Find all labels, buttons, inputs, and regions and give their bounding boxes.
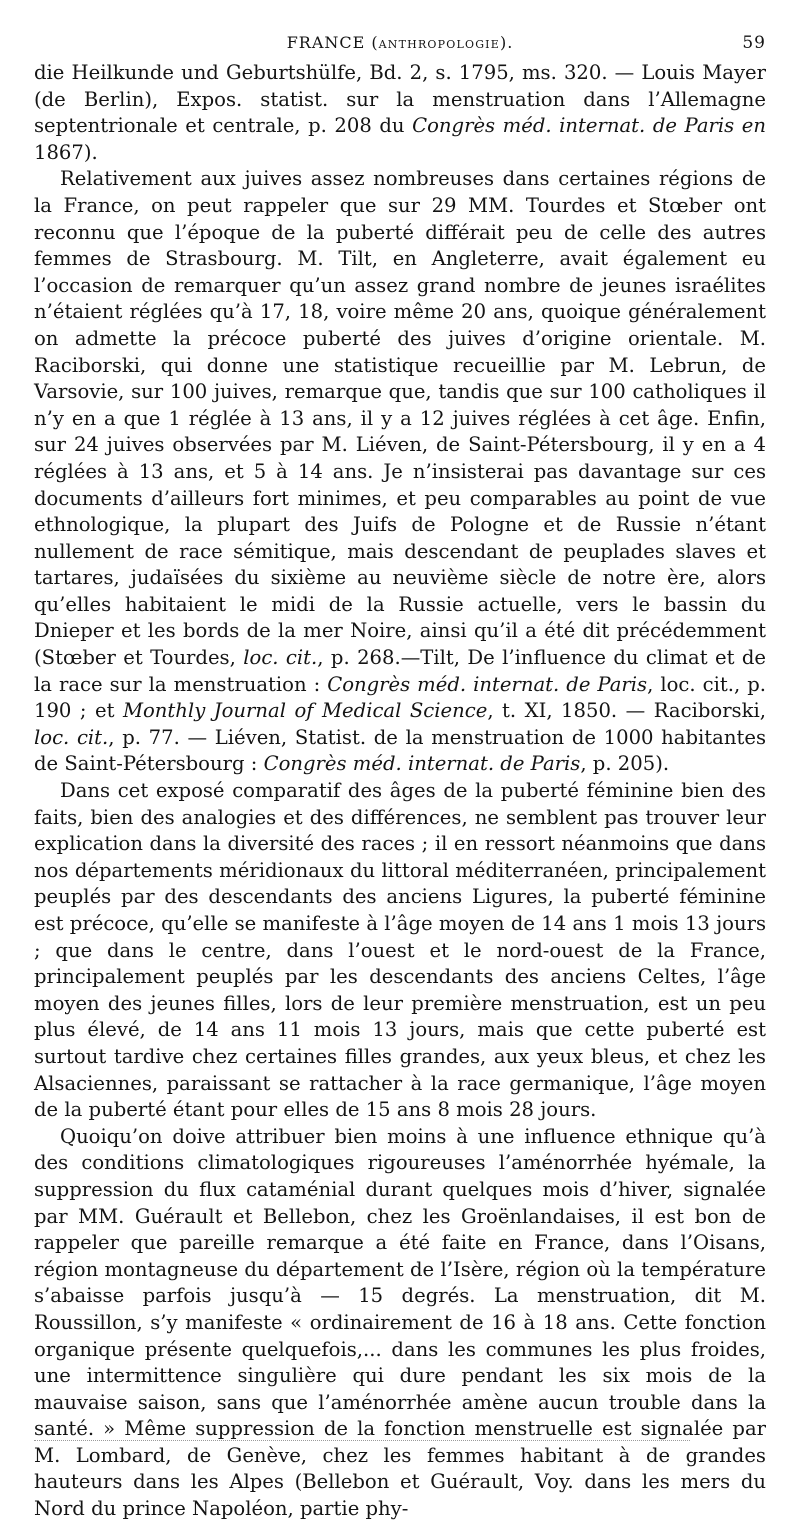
page-number: 59	[742, 33, 766, 53]
italic-citation: Congrès méd. internat. de Paris	[263, 752, 581, 776]
text-run: , loc. cit., p. 190 ; et	[34, 672, 767, 723]
running-title-paren-close: ).	[499, 33, 514, 52]
italic-citation: Congrès méd. internat. de Paris	[327, 672, 648, 696]
italic-citation: loc. cit.	[243, 646, 318, 670]
italic-citation: loc. cit.	[34, 725, 109, 749]
paragraph-continuation	[34, 60, 766, 166]
text-run: Dans cet exposé comparatif des âges de la puberté féminine bien des faits, bien des analogies et des différences, ne semblent pas trouver leur explication dans la diversité des races ; il en ressort néanmoins que dans nos départements méridionaux du littoral méditerranéen, principalement peuplés par des descendants des anciens Ligures, la puberté féminine est précoce, qu’elle se manifeste à l’âge moyen de 14 ans 1 mois 13 jours ; que dans le centre, dans l’ouest et le nord-ouest de la France, principalement peuplés par les descendants des anciens Celtes, l’âge moyen des jeunes filles, lors de leur première menstruation, est un peu plus élevé, de 14 ans 11 mois 13 jours, mais que cette puberté est surtout tardive chez certaines filles grandes, aux yeux bleus, et chez les Alsaciennes, paraissant se rattacher à la race germanique, l’âge moyen de la puberté étant pour elles de 15 ans 8 mois 28 jours.	[34, 779, 766, 1122]
paragraph-winter-amenorrhea	[34, 1124, 766, 1523]
text-run: die Heilkunde und Geburtshülfe, Bd. 2, s. 1795, ms. 320. — Louis Mayer (de Berlin), Expos. statist. sur la menstruation dans l’Allemagne septentrionale et centrale, p. 208 du	[34, 61, 766, 138]
footer-rule	[34, 1440, 690, 1441]
body-text	[34, 60, 766, 1523]
text-run: Quoiqu’on doive attribuer bien moins à une influence ethnique qu’à des conditions climatologiques rigoureuses l’aménorrhée hyémale, la suppression du flux cataménial durant quelques mois d’hiver, signalée par MM. Guérault et Bellebon, chez les Groënlandaises, il est bon de rappeler que pareille remarque a été faite en France, dans l’Oisans, région montagneuse du département de l’Isère, région où la température s’abaisse parfois jusqu’à — 15 degrés. La menstruation, dit M. Roussillon, s’y manifeste « ordinairement de 16 à 18 ans. Cette fonction organique présente quelquefois,... dans les communes les plus froides, une intermittence singulière qui dure pendant les six mois de la mauvaise saison, sans que l’aménorrhée amène aucun trouble dans la santé. » Même suppression de la fonction menstruelle est signalée par M. Lombard, de Genève, chez les femmes habitant à de grandes hauteurs dans les Alpes (Bellebon et Guérault, Voy. dans les mers du Nord du prince Napoléon, partie phy-	[34, 1124, 766, 1521]
text-run: Relativement aux juives assez nombreuses dans certaines régions de la France, on peut rappeler que sur 29 MM. Tourdes et Stœber ont reconnu que l’époque de la puberté différait peu de celle des autres femmes de Strasbourg. M. Tilt, en Angleterre, avait également eu l’occasion de remarquer qu’un assez grand nombre de jeunes israélites n’étaient réglées qu’à 17, 18, voire même 20 ans, quoique généralement on admette la précoce puberté des juives d’origine orientale. M. Raciborski, qui donne une statistique recueillie par M. Lebrun, de Varsovie, sur 100 juives, remarque que, tandis que sur 100 catholiques il n’y en a que 1 réglée à 13 ans, il y a 12 juives réglées à cet âge. Enfin, sur 24 juives observées par M. Liéven, de Saint-Pétersbourg, il y en a 4 réglées à 13 ans, et 5 à 14 ans. Je n’insisterai pas davantage sur ces documents d’ailleurs fort minimes, et peu comparables au point de vue ethnologique, la plupart des Juifs de Pologne et de Russie n’étant nullement de race sémitique, mais descendant de peuplades slaves et tartares, judaïsées du sixième au neuvième siècle de notre ère, alors qu’elles habitaient le midi de la Russie actuelle, vers le bassin du Dnieper et les bords de la mer Noire, ainsi qu’il a été dit précédemment (Stœber et Tourdes,	[34, 167, 766, 670]
running-title-subject: ANTHROPOLOGIE	[378, 38, 500, 51]
running-title	[287, 30, 514, 58]
text-run: , p. 268.—Tilt, De l’influence du climat et de la race sur la menstruation :	[34, 646, 766, 696]
text-run: , t. XI, 1850. — Raciborski,	[487, 699, 766, 723]
italic-citation: Congrès méd. internat. de Paris en	[412, 114, 766, 138]
text-run: , p. 77. — Liéven, Statist. de la menstruation de 1000 habitantes de Saint-Pétersbourg :	[34, 725, 766, 776]
text-run: , p. 205).	[580, 752, 670, 776]
paragraph-jewish-women	[34, 166, 766, 778]
running-head	[34, 30, 766, 56]
running-title-main: FRANCE	[286, 33, 366, 52]
paragraph-races-comparison	[34, 778, 766, 1124]
italic-citation: Monthly Journal of Medical Science	[122, 699, 488, 723]
running-title-paren-open: (	[365, 33, 379, 52]
text-run: 1867).	[34, 140, 98, 164]
